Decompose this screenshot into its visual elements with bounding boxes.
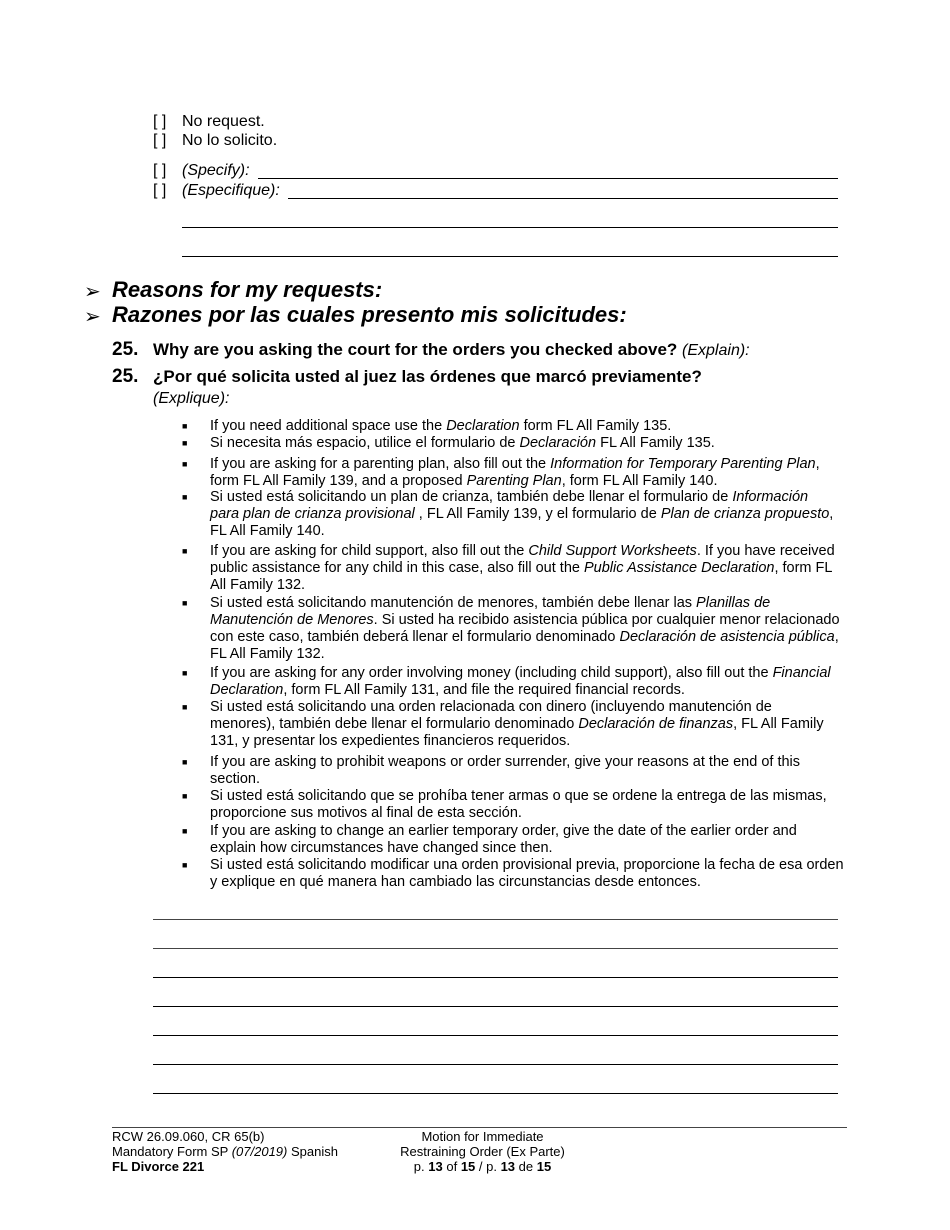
answer-line-5[interactable] xyxy=(153,1035,838,1036)
answer-line-2[interactable] xyxy=(153,948,838,949)
bullet-item-3: If you are asking for a parenting plan, also fill out the Information for Temporary Parenting Plan, form FL All Family 139, and a proposed Parenting Plan, form FL All Family 140. xyxy=(210,456,820,489)
bullet-item-2: Si necesita más espacio, utilice el formulario de Declaración FL All Family 135. xyxy=(210,435,715,451)
bullet-item-9: If you are asking to prohibit weapons or order surrender, give your reasons at the end of this section. xyxy=(210,754,801,787)
footer-form-id: FL Divorce 221 xyxy=(112,1159,205,1174)
answer-line-4[interactable] xyxy=(153,1006,838,1007)
question-number-es: 25. xyxy=(112,366,139,387)
arrow-bullet-icon: ➢ xyxy=(84,306,101,328)
specify-extra-line-1[interactable] xyxy=(182,227,838,228)
bullet-marker: ■ xyxy=(182,860,188,870)
bullet-item-10: Si usted está solicitando que se prohíba tener armas o que se ordene la entrega de las mismas, proporcione sus motivos al final de esta sección. xyxy=(210,788,827,821)
bullet-marker: ■ xyxy=(182,598,188,608)
checkbox-specify-es: [ ] xyxy=(153,182,167,199)
bullet-item-12: Si usted está solicitando modificar una orden provisional previa, proporcione la fecha de esa orden y explique en qué manera han cambiado las circunstancias desde entonces. xyxy=(210,857,844,890)
footer-title-2: Restraining Order (Ex Parte) xyxy=(400,1144,565,1159)
footer-divider xyxy=(112,1127,847,1128)
specify-field-line-es[interactable] xyxy=(288,198,838,199)
no-request-label-es: No lo solicito. xyxy=(182,132,278,149)
bullet-marker: ■ xyxy=(182,702,188,712)
answer-line-6[interactable] xyxy=(153,1064,838,1065)
footer-rcw: RCW 26.09.060, CR 65(b) xyxy=(112,1129,265,1144)
bullet-marker: ■ xyxy=(182,492,188,502)
checkbox-no-request-es: [ ] xyxy=(153,132,167,149)
specify-field-line[interactable] xyxy=(258,178,838,179)
bullet-marker: ■ xyxy=(182,668,188,678)
bullet-marker: ■ xyxy=(182,826,188,836)
question-text-es: ¿Por qué solicita usted al juez las órdenes que marcó previamente? xyxy=(153,367,702,386)
arrow-bullet-icon: ➢ xyxy=(84,281,101,303)
explain-en: (Explain): xyxy=(682,342,750,359)
bullet-marker: ■ xyxy=(182,791,188,801)
footer-title-1: Motion for Immediate xyxy=(421,1129,544,1144)
footer-page-number: p. 13 of 15 / p. 13 de 15 xyxy=(413,1159,552,1174)
bullet-item-11: If you are asking to change an earlier temporary order, give the date of the earlier order and explain how circumstances have changed since then. xyxy=(210,823,797,856)
bullet-marker: ■ xyxy=(182,421,188,431)
specify-label-en: (Specify): xyxy=(182,162,250,179)
footer-center xyxy=(390,1129,575,1174)
answer-line-1[interactable] xyxy=(153,919,838,920)
bullet-item-7: If you are asking for any order involving money (including child support), also fill out the Financial Declaration, form FL All Family 131, and file the required financial records. xyxy=(210,665,831,698)
explain-es: (Explique): xyxy=(153,390,230,407)
bullet-marker: ■ xyxy=(182,438,188,448)
bullet-item-8: Si usted está solicitando una orden relacionada con dinero (incluyendo manutención de menores), también debe llenar el formulario denominado Declaración de finanzas, FL All Family 131, y presentar los expedientes financieros requeridos. xyxy=(210,699,824,749)
section-heading-en: Reasons for my requests: xyxy=(112,277,383,302)
question-number: 25. xyxy=(112,339,139,360)
question-text-en: Why are you asking the court for the orders you checked above? (Explain): xyxy=(153,340,750,359)
bullet-item-6: Si usted está solicitando manutención de menores, también debe llenar las Planillas de Manutención de Menores. Si usted ha recibido asistencia pública por cualquier menor relacionado con este caso, también deberá llenar el formulario denominado Declaración de asistencia pública, FL All Family 132. xyxy=(210,595,840,662)
answer-line-7[interactable] xyxy=(153,1093,838,1094)
checkbox-specify[interactable]: [ ] xyxy=(153,162,167,179)
section-heading-es: Razones por las cuales presento mis solicitudes: xyxy=(112,302,627,327)
footer-form-version: Mandatory Form SP (07/2019) Spanish xyxy=(112,1144,338,1159)
bullet-item-4: Si usted está solicitando un plan de crianza, también debe llenar el formulario de Información para plan de crianza provisional , FL All Family 139, y el formulario de Plan de crianza propuesto, FL All Family 140. xyxy=(210,489,834,539)
answer-line-3[interactable] xyxy=(153,977,838,978)
bullet-marker: ■ xyxy=(182,757,188,767)
footer-left xyxy=(112,1129,338,1174)
bullet-marker: ■ xyxy=(182,546,188,556)
bullet-item-1: If you need additional space use the Declaration form FL All Family 135. xyxy=(210,418,672,434)
checkbox-no-request[interactable]: [ ] xyxy=(153,113,167,130)
specify-extra-line-2[interactable] xyxy=(182,256,838,257)
specify-label-es: (Especifique): xyxy=(182,182,280,199)
no-request-label-en: No request. xyxy=(182,113,265,130)
bullet-item-5: If you are asking for child support, also fill out the Child Support Worksheets. If you have received public assistance for any child in this case, also fill out the Public Assistance Declaration, form FL All Family 132. xyxy=(210,543,835,593)
bullet-marker: ■ xyxy=(182,459,188,469)
